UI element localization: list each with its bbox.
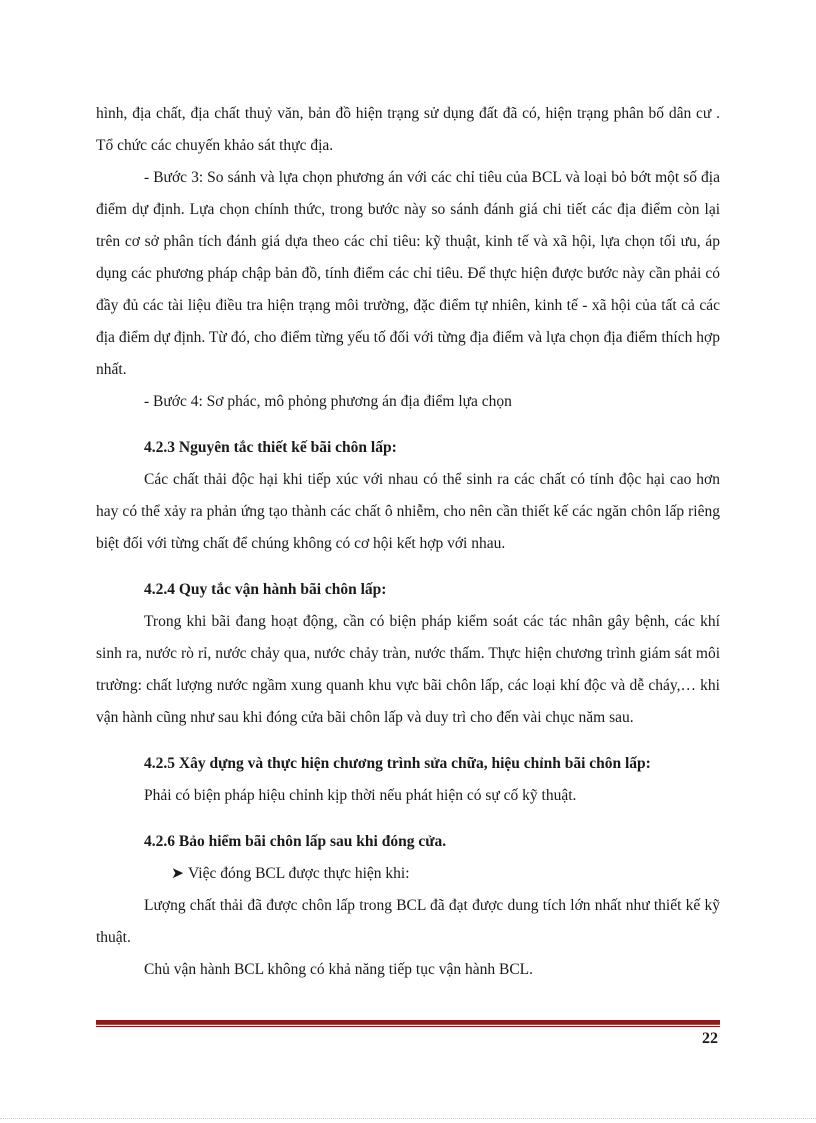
paragraph-operator: Chủ vận hành BCL không có khả năng tiếp tục vận hành BCL.: [144, 961, 534, 978]
paragraph-step-4: - Bước 4: Sơ phác, mô phỏng phương án địa điểm lựa chọn: [144, 393, 512, 410]
paragraph-step-3: - Bước 3: So sánh và lựa chọn phương án với các chỉ tiêu của BCL và loại bỏ bớt một số địa điểm dự định. Lựa chọn chính thức, trong bước này so sánh đánh giá chi tiết các địa điểm còn lại trên cơ sở phân tích đánh giá dựa theo các chỉ tiêu: kỹ thuật, kinh tế và xã hội, lựa chọn tối ưu, áp dụng các phương pháp chập bản đồ, tính điểm các chỉ tiêu. Để thực hiện được bước này cần phải có đầy đủ các tài liệu điều tra hiện trạng môi trường, đặc điểm tự nhiên, kinh tế - xã hội của tất cả các địa điểm dự định. Từ đó, cho điểm từng yếu tố đối với từng địa điểm và lựa chọn địa điểm thích hợp nhất.: [96, 169, 720, 378]
heading-4-2-4: 4.2.4 Quy tắc vận hành bãi chôn lấp:: [144, 581, 387, 598]
heading-4-2-3: 4.2.3 Nguyên tắc thiết kế bãi chôn lấp:: [144, 439, 397, 456]
paragraph-correction: Phải có biện pháp hiệu chỉnh kịp thời nếu phát hiện có sự cố kỹ thuật.: [144, 787, 577, 804]
page-edge-divider: [0, 1118, 816, 1119]
paragraph-1: hình, địa chất, địa chất thuỷ văn, bản đồ hiện trạng sử dụng đất đã có, hiện trạng phân bố dân cư . Tổ chức các chuyến khảo sát thực địa.: [96, 105, 720, 154]
arrow-bullet-icon: ➤: [171, 865, 184, 882]
page-content: [96, 98, 720, 986]
paragraph-capacity: Lượng chất thải đã được chôn lấp trong BCL đã đạt được dung tích lớn nhất như thiết kế kỹ thuật.: [96, 897, 720, 946]
paragraph-design-principle: Các chất thải độc hại khi tiếp xúc với nhau có thể sinh ra các chất có tính độc hại cao hơn hay có thể xảy ra phản ứng tạo thành các chất ô nhiễm, cho nên cần thiết kế các ngăn chôn lấp riêng biệt đối với từng chất để chúng không có cơ hội kết hợp với nhau.: [96, 471, 720, 552]
bullet-item: [96, 858, 720, 890]
heading-4-2-5: 4.2.5 Xây dựng và thực hiện chương trình sửa chữa, hiệu chỉnh bãi chôn lấp:: [144, 755, 651, 772]
page-number: 22: [702, 1030, 718, 1047]
footer-rule: [96, 1020, 720, 1025]
heading-4-2-6: 4.2.6 Bảo hiểm bãi chôn lấp sau khi đóng cửa.: [144, 833, 447, 850]
footer-rule-thin: [96, 1026, 720, 1027]
paragraph-operation-rules: Trong khi bãi đang hoạt động, cần có biện pháp kiểm soát các tác nhân gây bệnh, các khí sinh ra, nước rò rỉ, nước chảy qua, nước chảy tràn, nước thấm. Thực hiện chương trình giám sát môi trường: chất lượng nước ngầm xung quanh khu vực bãi chôn lấp, các loại khí độc và dễ cháy,… khi vận hành cũng như sau khi đóng cửa bãi chôn lấp và duy trì cho đến vài chục năm sau.: [96, 613, 720, 726]
bullet-text: Việc đóng BCL được thực hiện khi:: [188, 865, 410, 882]
